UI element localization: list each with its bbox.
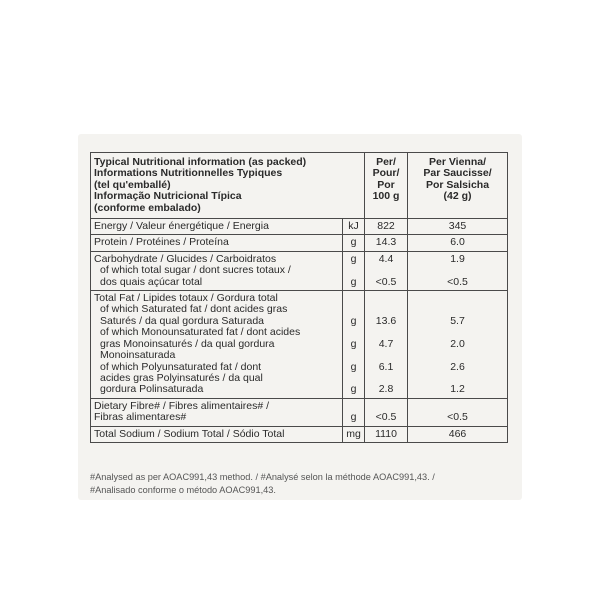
nutrient-name-line: Energy / Valeur énergétique / Energia [94,220,269,233]
unit-value: g [350,275,357,288]
per-serving-cell [408,291,508,399]
unit-value: kJ [348,220,359,233]
footnote-line: #Analisado conforme o método AOAC991,43. [90,484,276,495]
header-perserving-line: Per Vienna/ [429,156,487,168]
unit-value: g [350,252,357,265]
per-serving-value: 2.6 [450,360,465,373]
unit-value [346,350,361,361]
per-100g-value [368,265,404,276]
nutrient-name-line: acides gras Polyinsaturés / da qual [100,371,263,384]
nutrient-name-cell [91,426,343,442]
row-protein [91,235,508,251]
per-serving-cell [408,398,508,426]
header-title-line: Informations Nutritionnelles Typiques [94,167,283,180]
unit-cell [343,251,365,290]
per-serving-value: 1.2 [450,383,465,396]
header-title-line: (tel qu'emballé) [94,178,171,191]
per-100g-value: 4.4 [378,252,394,265]
per-100g-value: <0.5 [375,411,397,424]
row-carbohydrate [91,251,508,290]
per-100g-cell [365,398,408,426]
header-per-serving [408,153,508,219]
unit-value: g [350,411,357,424]
per-serving-value: 2.0 [450,337,465,350]
unit-value [346,327,361,338]
row-dietary-fibre [91,398,508,426]
unit-cell [343,219,365,235]
unit-value: g [350,236,357,249]
unit-value: g [350,337,357,350]
nutrient-name-cell [91,291,343,399]
row-total-fat [91,291,508,399]
nutrient-name-line: Carbohydrate / Glucides / Carboidratos [94,252,277,265]
nutrient-name-line: Total Sodium / Sodium Total / Sódio Total [94,427,285,440]
per-100g-value: 2.8 [378,383,394,396]
unit-value: g [350,360,357,373]
table-header-row [91,153,508,219]
per-100g-value [368,350,404,361]
header-title-line: Typical Nutritional information (as packed) [94,156,307,168]
header-perserving-line: Por Salsicha [426,178,490,191]
header-per-100g [365,153,408,219]
nutrient-name-line: of which Polyunsaturated fat / dont [100,360,262,373]
per-serving-value: 345 [448,220,467,233]
nutrient-name-line: Fibras alimentares# [94,411,187,424]
per-100g-value: 822 [377,220,395,233]
per-serving-value: <0.5 [447,411,468,424]
header-title-cell [91,153,365,219]
unit-cell [343,398,365,426]
nutrient-name-line: Saturés / da qual gordura Saturada [100,314,265,327]
per-serving-value: 466 [448,427,467,440]
footnote-line: #Analysed as per AOAC991,43 method. / #Analysé selon la méthode AOAC991,43. / [90,472,435,482]
nutrient-name-line: Monoinsaturada [100,349,176,362]
unit-value [346,265,361,276]
header-title-line: Informação Nutricional Típica [94,190,242,203]
per-100g-cell [365,251,408,290]
nutrition-table-body [91,153,508,443]
row-energy [91,219,508,235]
nutrient-name-line: gordura Polinsaturada [100,383,204,396]
nutrient-name-line: of which total sugar / dont sucres totaux / [100,264,291,277]
per-100g-value: <0.5 [375,275,397,288]
per-100g-value: 13.6 [375,314,397,327]
header-per100-line: 100 g [372,190,400,203]
nutrient-name-line: Dietary Fibre# / Fibres alimentaires# / [94,399,270,412]
per-100g-value: 6.1 [378,360,394,373]
row-total-sodium [91,426,508,442]
per-serving-value: <0.5 [447,275,468,288]
per-100g-cell [365,219,408,235]
nutrient-name-line: Total Fat / Lipides totaux / Gordura total [94,292,278,305]
header-per100-line: Per/ [376,156,396,168]
nutrient-name-cell [91,398,343,426]
per-100g-cell [365,235,408,251]
per-100g-value: 14.3 [375,236,397,249]
header-perserving-line: Par Saucisse/ [423,167,492,180]
nutrient-name-line: gras Monoinsaturés / da qual gordura [100,337,275,350]
unit-value: g [350,314,357,327]
per-serving-cell [408,251,508,290]
per-serving-value: 5.7 [450,314,465,327]
per-serving-cell [408,235,508,251]
per-serving-value: 6.0 [450,236,465,249]
nutrient-name-line: of which Monounsaturated fat / dont acides [100,326,301,339]
per-serving-value: 1.9 [450,252,465,265]
unit-value: g [350,383,357,396]
analysis-footnote [90,471,510,497]
unit-cell [343,426,365,442]
header-per100-line: Pour/ [372,167,400,180]
per-serving-cell [408,426,508,442]
per-serving-value [411,327,504,338]
nutrient-name-cell [91,251,343,290]
nutrition-table [90,152,508,443]
per-serving-value [411,350,504,361]
header-title-line: (conforme embalado) [94,201,201,214]
per-100g-value: 4.7 [378,337,394,350]
nutrient-name-cell [91,235,343,251]
unit-cell [343,235,365,251]
unit-cell [343,291,365,399]
per-100g-cell [365,426,408,442]
nutrient-name-line: Protein / Protéines / Proteína [94,236,229,249]
header-per100-line: Por [377,178,395,191]
per-serving-cell [408,219,508,235]
nutrient-name-line: of which Saturated fat / dont acides gras [100,303,288,316]
nutrient-name-line: dos quais açúcar total [100,275,203,288]
unit-value: mg [346,427,361,440]
per-serving-value [411,265,504,276]
per-100g-cell [365,291,408,399]
per-100g-value [368,327,404,338]
header-perserving-line: (42 g) [443,190,472,203]
per-100g-value: 1110 [375,427,397,440]
nutrient-name-cell [91,219,343,235]
